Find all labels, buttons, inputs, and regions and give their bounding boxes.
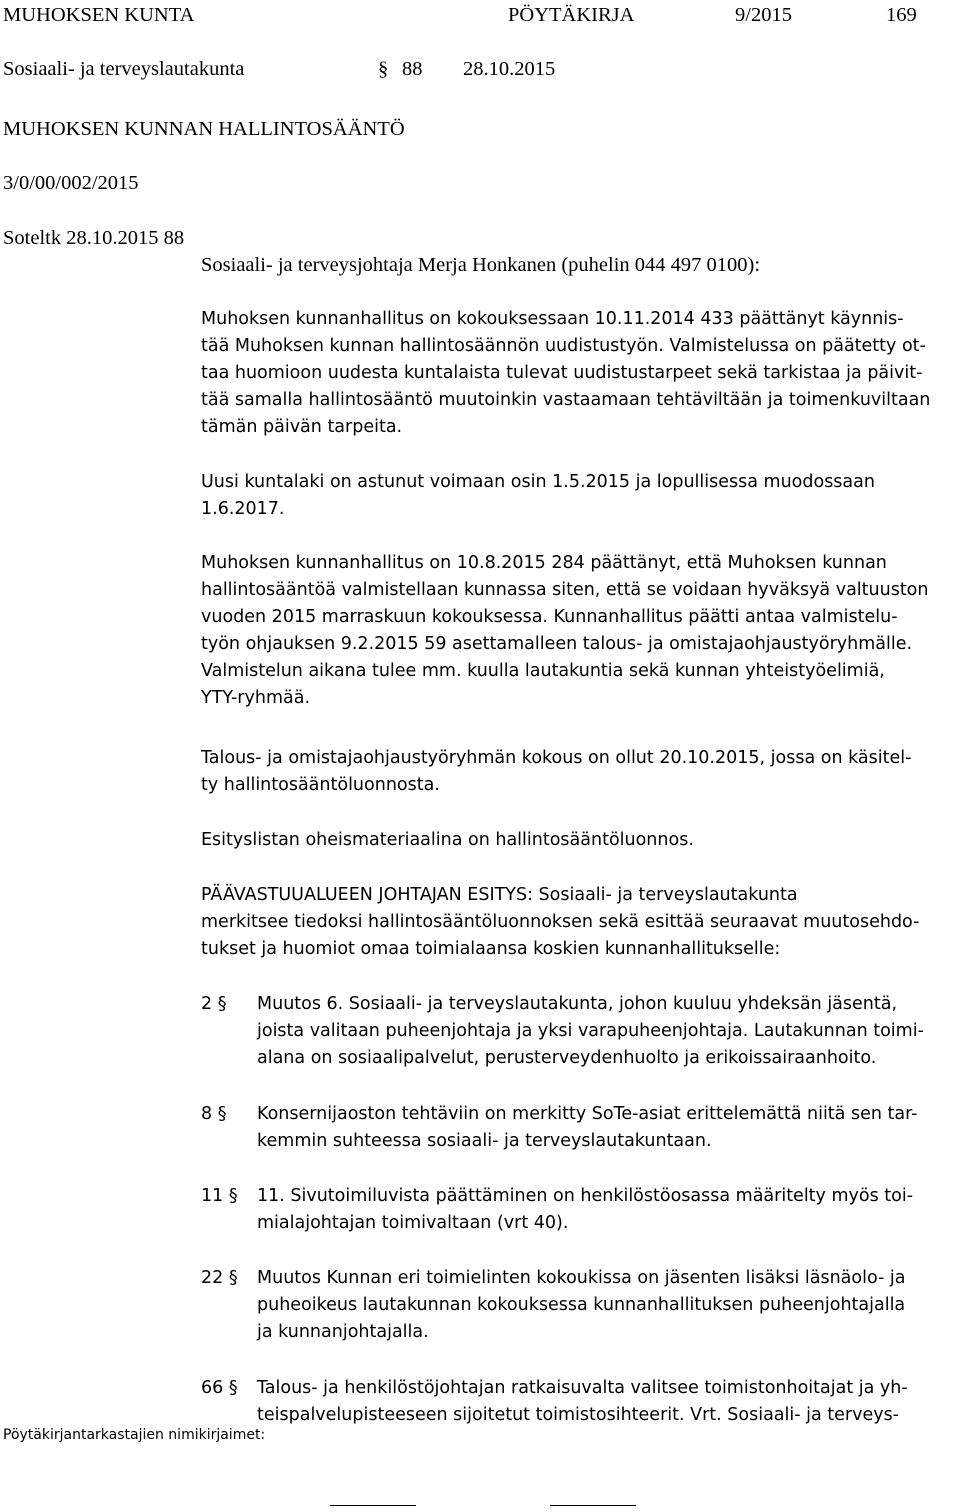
paragraph-line: tukset ja huomiot omaa toimialaansa koskien kunnanhallitukselle: xyxy=(201,939,781,959)
item-line: ja kunnanjohtajalla. xyxy=(257,1322,429,1342)
item-line: Talous- ja henkilöstöjohtajan ratkaisuvalta valitsee toimistonhoitajat ja yh- xyxy=(257,1378,908,1398)
item-text xyxy=(257,1375,957,1429)
paragraph-line: PÄÄVASTUUALUEEN JOHTAJAN ESITYS: Sosiaali- ja terveyslautakunta xyxy=(201,885,798,905)
paragraph-line: 1.6.2017. xyxy=(201,499,285,519)
paragraph-line: Esityslistan oheismateriaalina on hallintosääntöluonnos. xyxy=(201,830,694,850)
paragraph-line: tää Muhoksen kunnan hallintosäännön uudistustyön. Valmistelussa on päätetty ot- xyxy=(201,336,926,356)
paragraph-line: ty hallintosääntöluonnosta. xyxy=(201,775,440,795)
header-date: 28.10.2015 xyxy=(463,58,556,80)
item-line: Muutos 6. Sosiaali- ja terveyslautakunta, johon kuuluu yhdeksän jäsentä, xyxy=(257,994,898,1014)
signature-line xyxy=(550,1505,636,1506)
section-sign-icon: § xyxy=(228,1186,238,1206)
paragraph-oheismateriaali xyxy=(201,827,957,854)
section-sign-icon: § xyxy=(228,1378,238,1398)
header-committee: Sosiaali- ja terveyslautakunta xyxy=(3,58,245,80)
contact-line: Sosiaali- ja terveysjohtaja Merja Honkanen (puhelin 044 497 0100): xyxy=(201,254,761,276)
header-doc-number: 9/2015 xyxy=(735,4,792,26)
section-sign-icon: § xyxy=(228,1268,238,1288)
item-number: 22 § xyxy=(201,1268,238,1288)
item-line: kemmin suhteessa sosiaali- ja terveyslautakuntaan. xyxy=(257,1131,712,1151)
item-text xyxy=(257,991,957,1072)
paragraph-line: hallintosääntöä valmistellaan kunnassa siten, että se voidaan hyväksyä valtuuston xyxy=(201,580,929,600)
paragraph-tyoryhma xyxy=(201,745,957,799)
paragraph-esitys xyxy=(201,882,957,963)
item-line: Muutos Kunnan eri toimielinten kokoukissa on jäsenten lisäksi läsnäolo- ja xyxy=(257,1268,906,1288)
paragraph-kuntalaki xyxy=(201,469,957,523)
item-line: Konsernijaoston tehtäviin on merkitty SoTe-asiat erittelemättä niitä sen tar- xyxy=(257,1104,918,1124)
item-number: 8 § xyxy=(201,1104,227,1124)
item-number: 11 § xyxy=(201,1186,238,1206)
paragraph-line: työn ohjauksen 9.2.2015 59 asettamalleen talous- ja omistajaohjaustyöryhmälle. xyxy=(201,634,913,654)
paragraph-background xyxy=(201,306,957,441)
header-section: 88 xyxy=(402,58,423,80)
item-line: mialajohtajan toimivaltaan (vrt 40). xyxy=(257,1213,569,1233)
item-text xyxy=(257,1101,957,1155)
reference-line: Soteltk 28.10.2015 88 xyxy=(3,227,185,249)
signature-line xyxy=(330,1505,416,1506)
section-sign-icon: § xyxy=(217,1104,227,1124)
item-line: 11. Sivutoimiluvista päättäminen on henkilöstöosassa määritelty myös toi- xyxy=(257,1186,914,1206)
paragraph-line: taa huomioon uudesta kuntalaista tulevat uudistustarpeet sekä tarkistaa ja päivit- xyxy=(201,363,923,383)
item-line: teispalvelupisteeseen sijoitetut toimistosihteerit. Vrt. Sosiaali- ja terveys- xyxy=(257,1405,899,1425)
paragraph-line: Valmistelun aikana tulee mm. kuulla lautakuntia sekä kunnan yhteistyöelimiä, xyxy=(201,661,885,681)
paragraph-line: vuoden 2015 marraskuun kokouksessa. Kunnanhallitus päätti antaa valmistelu- xyxy=(201,607,898,627)
paragraph-line: merkitsee tiedoksi hallintosääntöluonnoksen sekä esittää seuraavat muutosehdo- xyxy=(201,912,920,932)
header-page-number: 169 xyxy=(886,4,917,26)
section-sign-icon: § xyxy=(378,58,389,80)
item-number: 66 § xyxy=(201,1378,238,1398)
paragraph-line: YTY-ryhmää. xyxy=(201,688,311,708)
paragraph-line: Muhoksen kunnanhallitus on 10.8.2015 284 päättänyt, että Muhoksen kunnan xyxy=(201,553,887,573)
item-text xyxy=(257,1183,957,1237)
paragraph-line: Muhoksen kunnanhallitus on kokouksessaan 10.11.2014 433 päättänyt käynnis- xyxy=(201,309,904,329)
item-number: 2 § xyxy=(201,994,227,1014)
document-title: MUHOKSEN KUNNAN HALLINTOSÄÄNTÖ xyxy=(3,118,405,140)
item-line: puheoikeus lautakunnan kokouksessa kunnanhallituksen puheenjohtajalla xyxy=(257,1295,906,1315)
paragraph-line: tämän päivän tarpeita. xyxy=(201,417,403,437)
paragraph-kunnanhallitus xyxy=(201,550,957,712)
header-doc-type: PÖYTÄKIRJA xyxy=(508,4,635,26)
item-line: joista valitaan puheenjohtaja ja yksi varapuheenjohtaja. Lautakunnan toimi- xyxy=(257,1021,924,1041)
item-line: alana on sosiaalipalvelut, perusterveydenhuolto ja erikoissairaanhoito. xyxy=(257,1048,877,1068)
item-text xyxy=(257,1265,957,1346)
paragraph-line: Uusi kuntalaki on astunut voimaan osin 1.5.2015 ja lopullisessa muodossaan xyxy=(201,472,875,492)
record-id: 3/0/00/002/2015 xyxy=(3,172,139,194)
signature-label: Pöytäkirjantarkastajien nimikirjaimet: xyxy=(3,1427,266,1443)
paragraph-line: Talous- ja omistajaohjaustyöryhmän kokous on ollut 20.10.2015, jossa on käsitel- xyxy=(201,748,912,768)
header-org: MUHOKSEN KUNTA xyxy=(3,4,195,26)
section-sign-icon: § xyxy=(217,994,227,1014)
paragraph-line: tää samalla hallintosääntö muutoinkin vastaamaan tehtäviltään ja toimenkuviltaan xyxy=(201,390,931,410)
